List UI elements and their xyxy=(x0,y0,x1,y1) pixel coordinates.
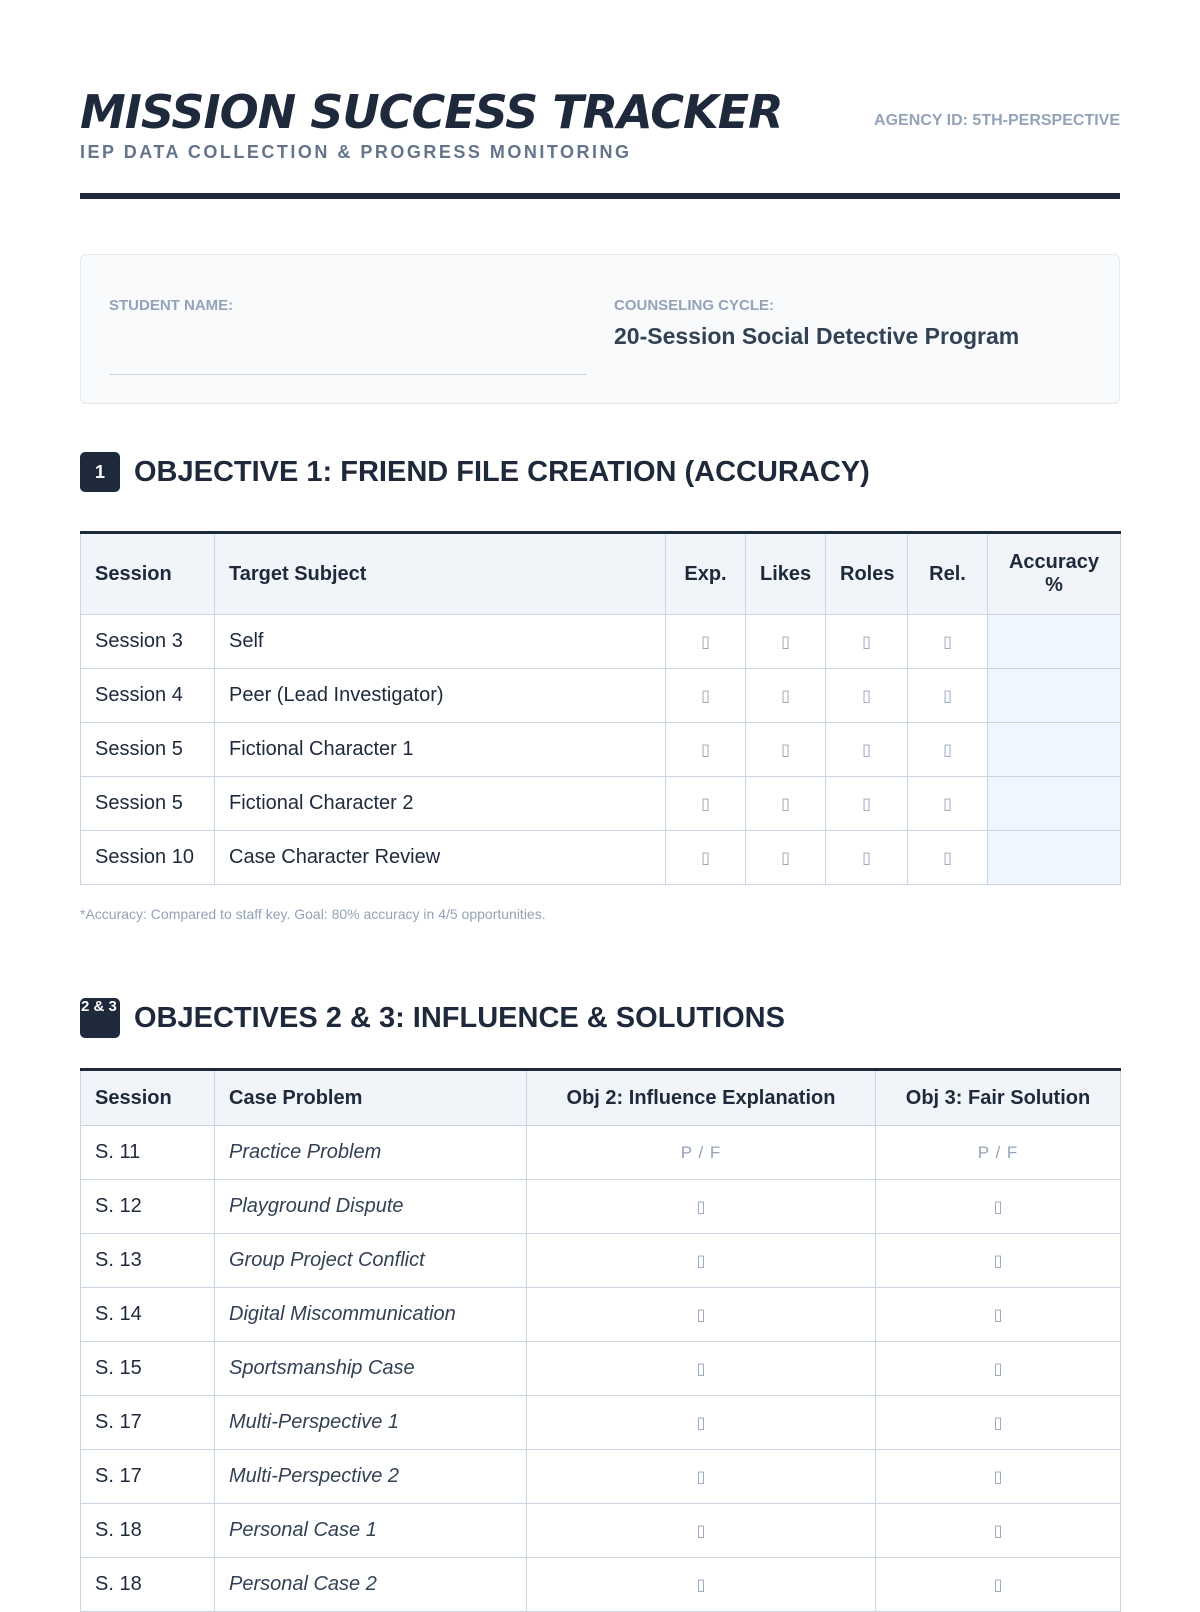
target-subject-cell: Case Character Review xyxy=(215,831,666,885)
rel-checkbox[interactable]: ▯ xyxy=(908,615,988,669)
session-cell: S. 15 xyxy=(81,1342,215,1396)
solution-checkbox[interactable]: ▯ xyxy=(876,1342,1121,1396)
case-problem-cell: Practice Problem xyxy=(215,1126,527,1180)
solution-checkbox[interactable]: ▯ xyxy=(876,1234,1121,1288)
session-cell: S. 18 xyxy=(81,1504,215,1558)
table-row xyxy=(81,831,1121,885)
session-cell: Session 5 xyxy=(81,723,215,777)
session-cell: S. 18 xyxy=(81,1558,215,1612)
rel-checkbox[interactable]: ▯ xyxy=(908,723,988,777)
influence-checkbox[interactable]: ▯ xyxy=(527,1234,876,1288)
counseling-cycle-value: 20-Session Social Detective Program xyxy=(614,323,1020,349)
solution-checkbox[interactable]: ▯ xyxy=(876,1180,1121,1234)
student-info-box xyxy=(80,254,1120,404)
target-subject-cell: Peer (Lead Investigator) xyxy=(215,669,666,723)
objective1-title: OBJECTIVE 1: FRIEND FILE CREATION (ACCURACY) xyxy=(134,456,870,488)
col-influence-explanation: Obj 2: Influence Explanation xyxy=(527,1070,876,1126)
table-row xyxy=(81,1450,1121,1504)
influence-checkbox[interactable]: ▯ xyxy=(527,1558,876,1612)
student-name-field[interactable] xyxy=(109,374,587,375)
target-subject-cell: Self xyxy=(215,615,666,669)
case-problem-cell: Personal Case 2 xyxy=(215,1558,527,1612)
session-cell: S. 11 xyxy=(81,1126,215,1180)
col-fair-solution: Obj 3: Fair Solution xyxy=(876,1070,1121,1126)
session-cell: Session 5 xyxy=(81,777,215,831)
solution-checkbox[interactable]: ▯ xyxy=(876,1504,1121,1558)
session-cell: S. 13 xyxy=(81,1234,215,1288)
table-row xyxy=(81,669,1121,723)
influence-checkbox[interactable]: ▯ xyxy=(527,1504,876,1558)
counseling-cycle-label: COUNSELING CYCLE: xyxy=(614,297,775,314)
likes-checkbox[interactable]: ▯ xyxy=(746,669,826,723)
roles-checkbox[interactable]: ▯ xyxy=(826,831,908,885)
case-problem-cell: Multi-Perspective 2 xyxy=(215,1450,527,1504)
influence-checkbox[interactable]: ▯ xyxy=(527,1450,876,1504)
likes-checkbox[interactable]: ▯ xyxy=(746,831,826,885)
session-cell: S. 17 xyxy=(81,1450,215,1504)
col-roles: Roles xyxy=(826,533,908,615)
objective23-header-row xyxy=(81,1070,1121,1126)
student-name-label: STUDENT NAME: xyxy=(109,297,234,314)
solution-checkbox[interactable]: ▯ xyxy=(876,1558,1121,1612)
header-divider xyxy=(80,193,1120,199)
header xyxy=(80,82,1120,163)
likes-checkbox[interactable]: ▯ xyxy=(746,723,826,777)
objective23-title: OBJECTIVES 2 & 3: INFLUENCE & SOLUTIONS xyxy=(134,1002,785,1034)
col-rel: Rel. xyxy=(908,533,988,615)
target-subject-cell: Fictional Character 2 xyxy=(215,777,666,831)
page-title: MISSION SUCCESS TRACKER xyxy=(80,85,783,139)
influence-checkbox[interactable]: ▯ xyxy=(527,1342,876,1396)
table-row xyxy=(81,1504,1121,1558)
col-session: Session xyxy=(81,1070,215,1126)
solution-checkbox[interactable]: ▯ xyxy=(876,1450,1121,1504)
case-problem-cell: Multi-Perspective 1 xyxy=(215,1396,527,1450)
case-problem-cell: Personal Case 1 xyxy=(215,1504,527,1558)
table-row xyxy=(81,777,1121,831)
accuracy-input[interactable] xyxy=(988,669,1121,723)
roles-checkbox[interactable]: ▯ xyxy=(826,777,908,831)
likes-checkbox[interactable]: ▯ xyxy=(746,615,826,669)
solution-pass-fail[interactable]: P / F xyxy=(876,1126,1121,1180)
table-row xyxy=(81,615,1121,669)
exp-checkbox[interactable]: ▯ xyxy=(666,615,746,669)
exp-checkbox[interactable]: ▯ xyxy=(666,669,746,723)
objective1-header-row xyxy=(81,533,1121,615)
col-likes: Likes xyxy=(746,533,826,615)
influence-checkbox[interactable]: ▯ xyxy=(527,1396,876,1450)
col-case-problem: Case Problem xyxy=(215,1070,527,1126)
case-problem-cell: Group Project Conflict xyxy=(215,1234,527,1288)
objective23-heading xyxy=(80,998,1120,1038)
roles-checkbox[interactable]: ▯ xyxy=(826,669,908,723)
case-problem-cell: Digital Miscommunication xyxy=(215,1288,527,1342)
roles-checkbox[interactable]: ▯ xyxy=(826,723,908,777)
page-subtitle: IEP DATA COLLECTION & PROGRESS MONITORING xyxy=(80,142,632,162)
session-cell: S. 12 xyxy=(81,1180,215,1234)
case-problem-cell: Sportsmanship Case xyxy=(215,1342,527,1396)
table-row xyxy=(81,1234,1121,1288)
case-problem-cell: Playground Dispute xyxy=(215,1180,527,1234)
objective23-table xyxy=(80,1068,1121,1612)
solution-checkbox[interactable]: ▯ xyxy=(876,1288,1121,1342)
table-row xyxy=(81,1396,1121,1450)
session-cell: S. 14 xyxy=(81,1288,215,1342)
table-row xyxy=(81,1558,1121,1612)
rel-checkbox[interactable]: ▯ xyxy=(908,669,988,723)
table-row xyxy=(81,1342,1121,1396)
session-cell: S. 17 xyxy=(81,1396,215,1450)
rel-checkbox[interactable]: ▯ xyxy=(908,831,988,885)
exp-checkbox[interactable]: ▯ xyxy=(666,831,746,885)
table-row xyxy=(81,1126,1121,1180)
objective1-heading xyxy=(80,452,1120,492)
table-row xyxy=(81,1180,1121,1234)
session-cell: Session 10 xyxy=(81,831,215,885)
rel-checkbox[interactable]: ▯ xyxy=(908,777,988,831)
exp-checkbox[interactable]: ▯ xyxy=(666,723,746,777)
accuracy-input[interactable] xyxy=(988,615,1121,669)
col-target-subject: Target Subject xyxy=(215,533,666,615)
table-row xyxy=(81,723,1121,777)
exp-checkbox[interactable]: ▯ xyxy=(666,777,746,831)
objective1-table xyxy=(80,531,1121,885)
accuracy-input[interactable] xyxy=(988,777,1121,831)
objective1-footnote: *Accuracy: Compared to staff key. Goal: 80% accuracy in 4/5 opportunities. xyxy=(80,906,546,922)
influence-checkbox[interactable]: ▯ xyxy=(527,1288,876,1342)
solution-checkbox[interactable]: ▯ xyxy=(876,1396,1121,1450)
col-exp: Exp. xyxy=(666,533,746,615)
likes-checkbox[interactable]: ▯ xyxy=(746,777,826,831)
accuracy-input[interactable] xyxy=(988,723,1121,777)
agency-id: AGENCY ID: 5TH-PERSPECTIVE xyxy=(874,112,1120,129)
session-cell: Session 4 xyxy=(81,669,215,723)
roles-checkbox[interactable]: ▯ xyxy=(826,615,908,669)
session-cell: Session 3 xyxy=(81,615,215,669)
target-subject-cell: Fictional Character 1 xyxy=(215,723,666,777)
col-session: Session xyxy=(81,533,215,615)
objective23-badge: 2 & 3 xyxy=(80,998,120,1038)
influence-checkbox[interactable]: ▯ xyxy=(527,1180,876,1234)
accuracy-input[interactable] xyxy=(988,831,1121,885)
influence-pass-fail[interactable]: P / F xyxy=(527,1126,876,1180)
col-accuracy: Accuracy % xyxy=(988,533,1121,615)
objective1-badge: 1 xyxy=(80,452,120,492)
table-row xyxy=(81,1288,1121,1342)
